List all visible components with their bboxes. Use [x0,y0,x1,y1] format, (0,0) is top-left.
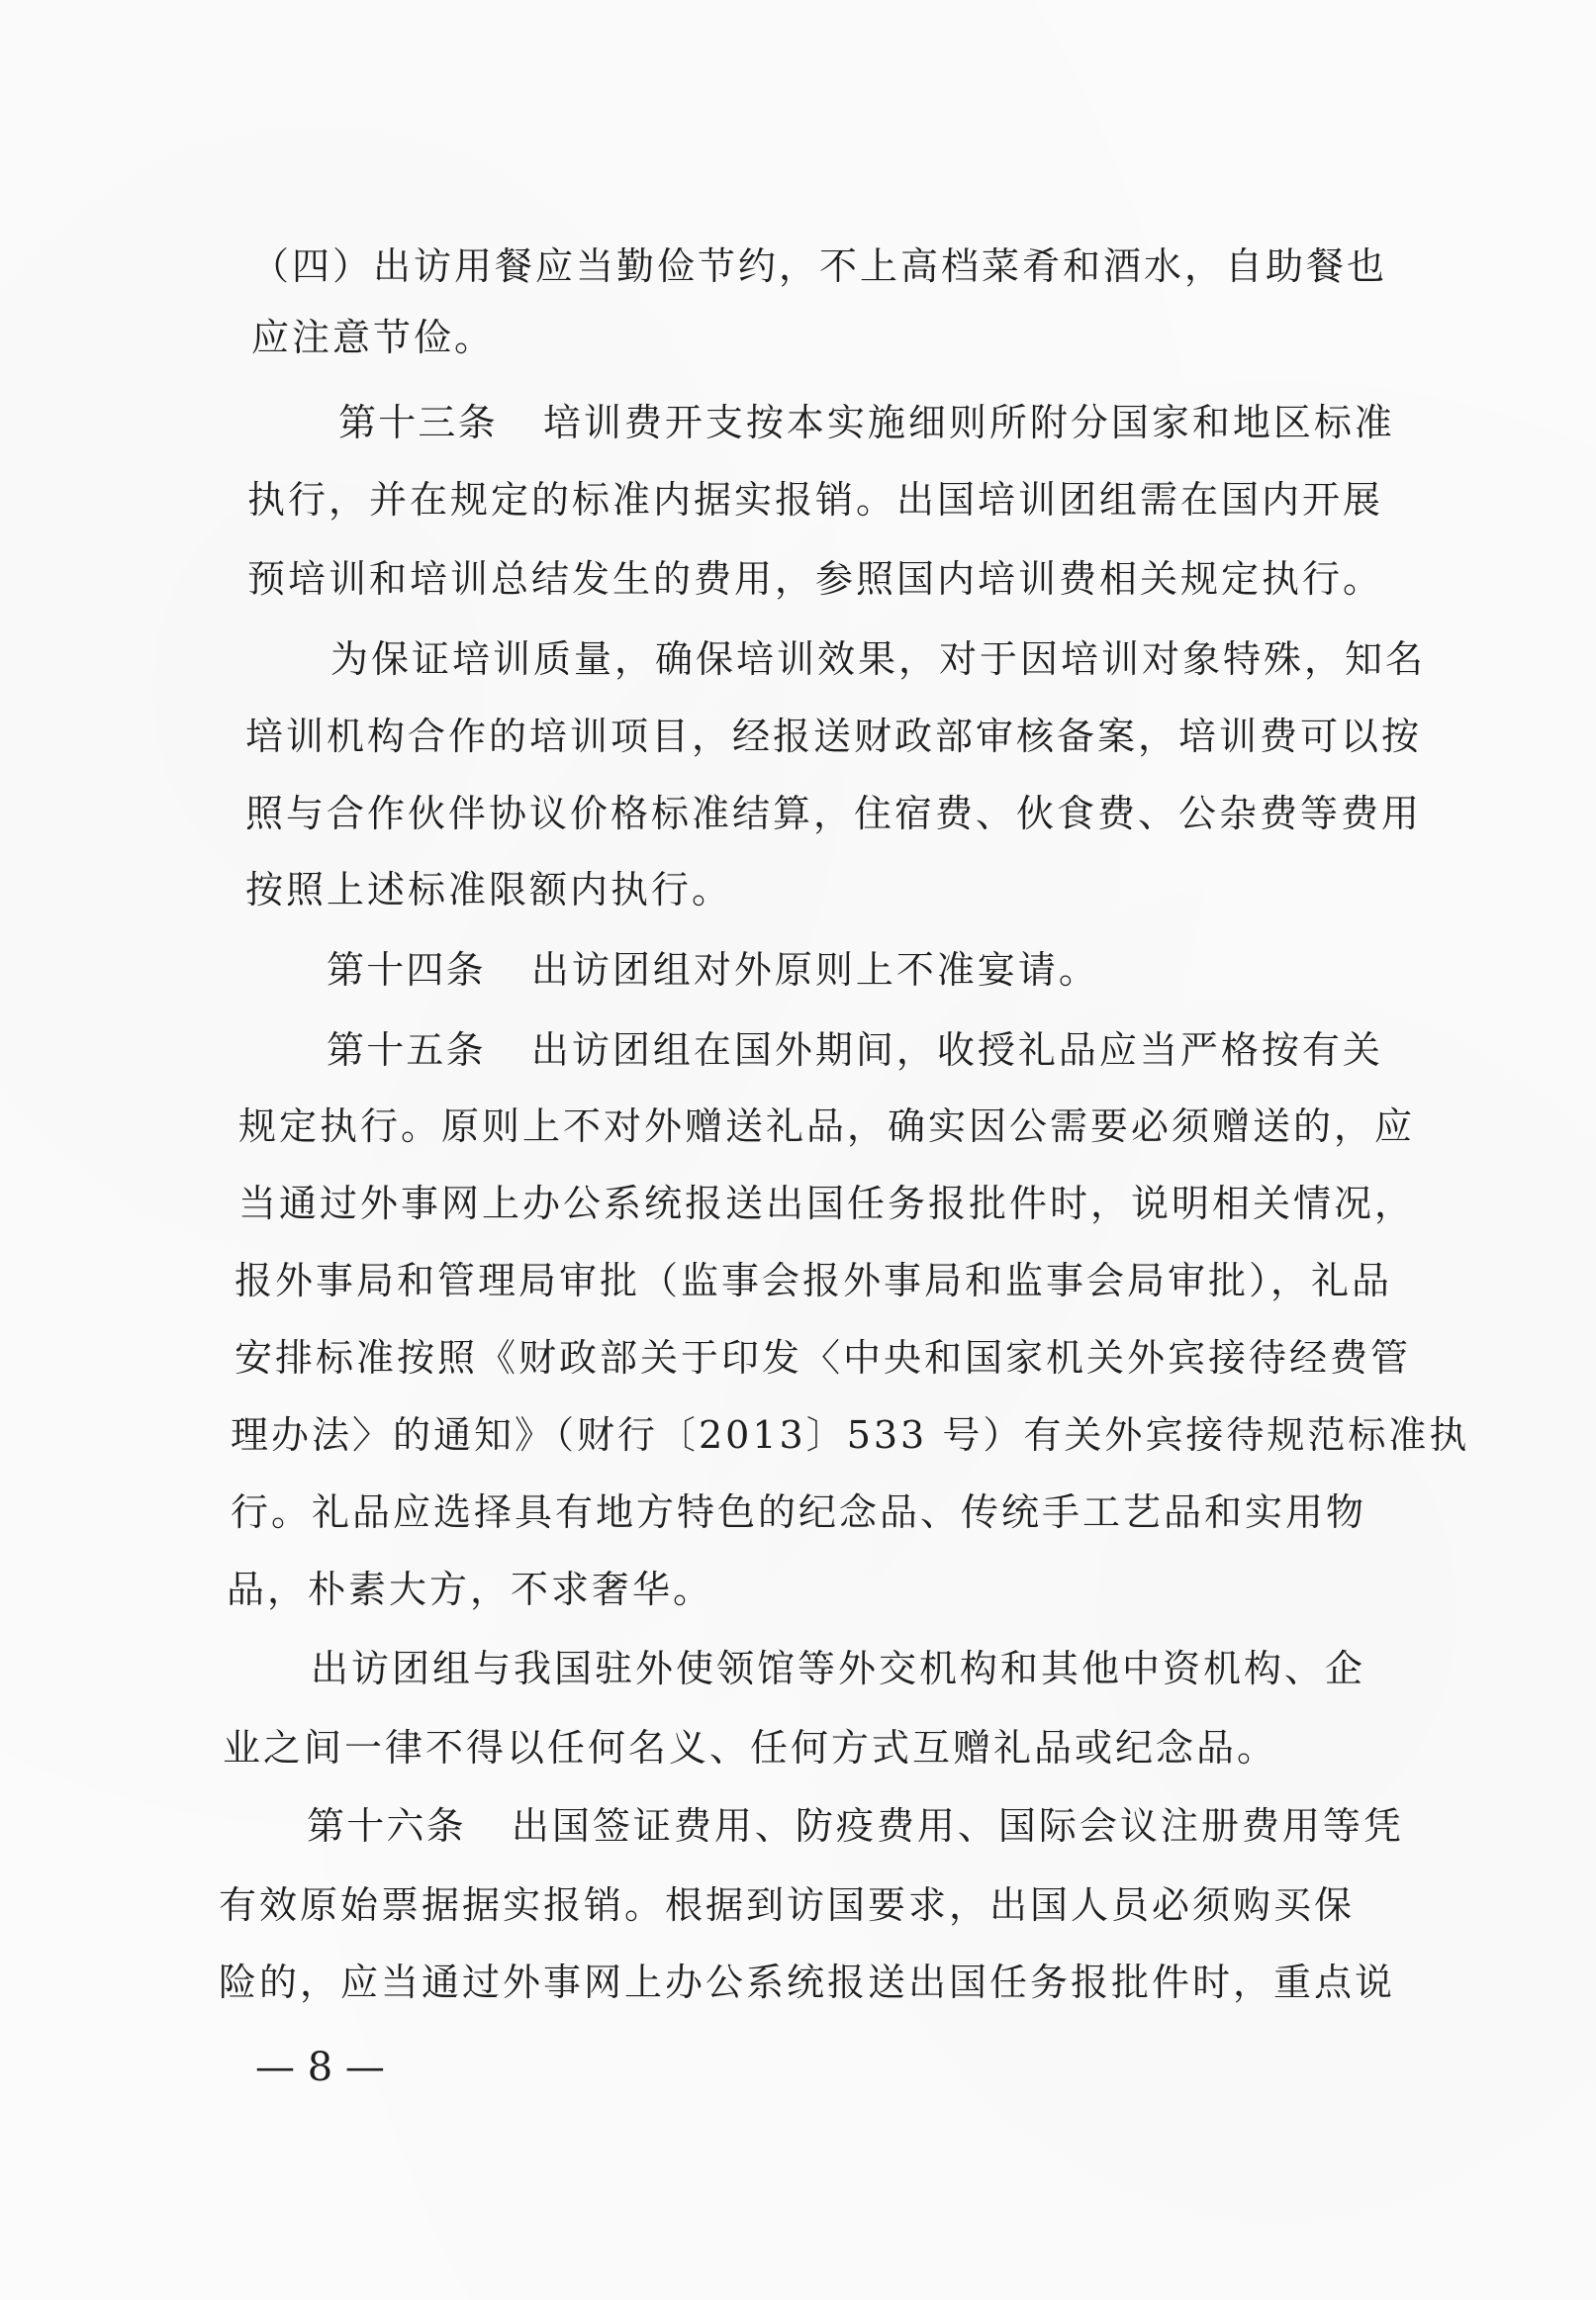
page-number: — 8 — [255,2045,385,2090]
paragraph-line: 报外事局和管理局审批（监事会报外事局和监事会局审批），礼品 [235,1259,1393,1302]
paragraph-line: 规定执行。原则上不对外赠送礼品，确实因公需要必须赠送的，应 [238,1104,1416,1148]
article-line [327,948,1099,992]
paragraph-line: 出访团组与我国驻外使领馆等外交机构和其他中资机构、企 [311,1647,1366,1690]
article-text: 出访团组在国外期间，收授礼品应当严格按有关 [530,1028,1383,1072]
article-text: 培训费开支按本实施细则所附分国家和地区标准 [542,401,1395,444]
paragraph-line: 理办法〉的通知》（财行〔2013〕533 号）有关外宾接待规范标准执 [231,1413,1470,1457]
paragraph-line: 应注意节俭。 [251,316,496,359]
paragraph-line: 当通过外事网上办公系统报送出国任务报批件时，说明相关情况， [238,1182,1416,1225]
paragraph-line: 险的，应当通过外事网上办公系统报送出国任务报批件时，重点说 [219,1961,1396,2004]
paragraph-line: 预培训和培训总结发生的费用，参照国内培训费相关规定执行。 [247,557,1384,601]
article-line [307,1804,1404,1848]
paragraph-line: 行。礼品应选择具有地方特色的纪念品、传统手工艺品和实用物 [231,1490,1367,1534]
paragraph-line: 安排标准按照《财政部关于印发〈中央和国家机关外宾接待经费管 [235,1336,1412,1380]
paragraph-line: 照与合作伙伴协议价格标准结算，住宿费、伙食费、公杂费等费用 [245,792,1423,835]
article-heading: 第十四条 [327,948,486,992]
article-line [327,1028,1383,1072]
article-line [338,401,1395,444]
paragraph-line: 有效原始票据据实报销。根据到访国要求，出国人员必须购买保 [219,1883,1356,1927]
article-heading: 第十五条 [327,1028,486,1072]
paragraph-line: 按照上述标准限额内执行。 [245,868,733,911]
paragraph-line: 培训机构合作的培训项目，经报送财政部审核备案，培训费可以按 [245,715,1423,758]
article-text: 出国签证费用、防疫费用、国际会议注册费用等凭 [511,1804,1404,1848]
paragraph-line: 品，朴素大方，不求奢华。 [227,1568,714,1611]
article-heading: 第十六条 [307,1804,466,1848]
paragraph-line: 执行，并在规定的标准内据实报销。出国培训团组需在国内开展 [247,478,1384,522]
paragraph-line: 业之间一律不得以任何名义、任何方式互赠礼品或纪念品。 [223,1726,1278,1770]
paragraph-line: （四）出访用餐应当勤俭节约，不上高档菜肴和酒水，自助餐也 [251,244,1388,288]
article-text: 出访团组对外原则上不准宴请。 [530,948,1099,992]
article-heading: 第十三条 [338,401,498,444]
paragraph-line: 为保证培训质量，确保培训效果，对于因培训对象特殊，知名 [330,637,1427,681]
